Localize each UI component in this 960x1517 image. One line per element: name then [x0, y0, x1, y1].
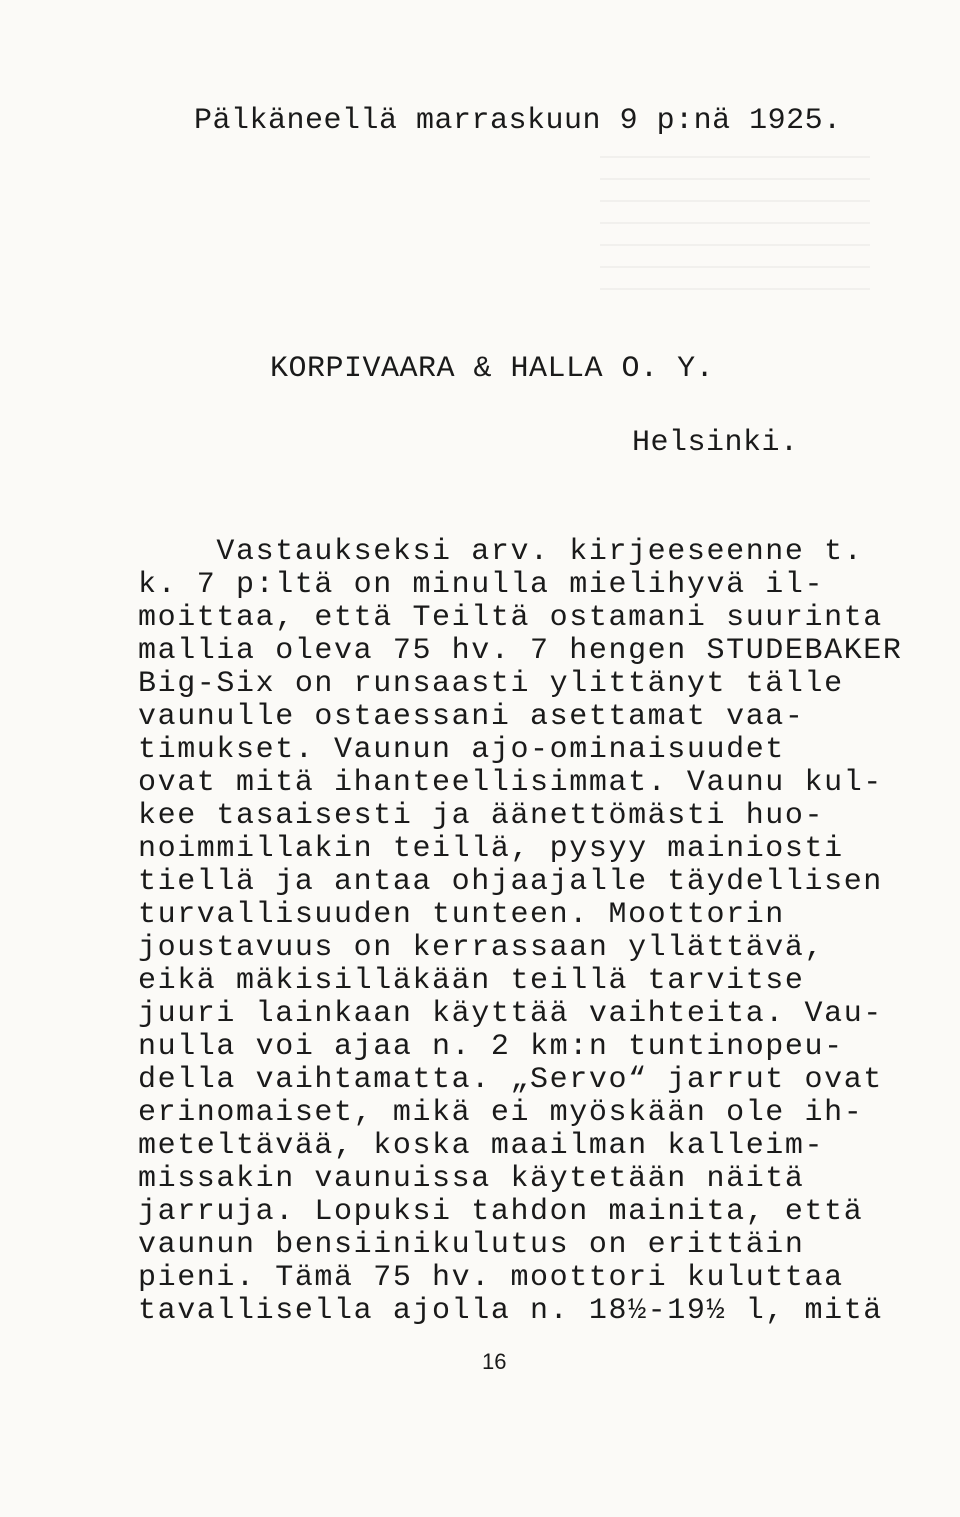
show-through-text: [600, 150, 870, 290]
body-line: tavallisella ajolla n. 18½-19½ l, mitä: [138, 1294, 883, 1328]
recipient-city: Helsinki.: [632, 426, 799, 460]
body-line: missakin vaunuissa käytetään näitä: [138, 1162, 805, 1196]
body-line: moittaa, että Teiltä ostamani suurinta: [138, 601, 883, 635]
body-line: timukset. Vaunun ajo-ominaisuudet: [138, 733, 785, 767]
body-line: joustavuus on kerrassaan yllättävä,: [138, 931, 825, 965]
recipient-company: KORPIVAARA & HALLA O. Y.: [270, 352, 715, 386]
page-number: 16: [482, 1349, 507, 1374]
body-line: tiellä ja antaa ohjaajalle täydellisen: [138, 865, 883, 899]
body-line: nulla voi ajaa n. 2 km:n tuntinopeu-: [138, 1030, 844, 1064]
body-line: juuri lainkaan käyttää vaihteita. Vau-: [138, 997, 883, 1031]
body-line: vaunun bensiinikulutus on erittäin: [138, 1228, 805, 1262]
body-line: noimmillakin teillä, pysyy mainiosti: [138, 832, 844, 866]
body-line: Big-Six on runsaasti ylittänyt tälle: [138, 667, 844, 701]
body-line: k. 7 p:ltä on minulla mielihyvä il-: [138, 568, 825, 602]
body-line: kee tasaisesti ja äänettömästi huo-: [138, 799, 825, 833]
body-line: vaunulle ostaessani asettamat vaa-: [138, 700, 805, 734]
body-line: meteltävää, koska maailman kalleim-: [138, 1129, 825, 1163]
body-line: turvallisuuden tunteen. Moottorin: [138, 898, 785, 932]
body-line: jarruja. Lopuksi tahdon mainita, että: [138, 1195, 864, 1229]
body-line: pieni. Tämä 75 hv. moottori kuluttaa: [138, 1261, 844, 1295]
body-line: della vaihtamatta. „Servo“ jarrut ovat: [138, 1063, 883, 1097]
body-line: Vastaukseksi arv. kirjeeseenne t.: [138, 535, 864, 569]
body-line: mallia oleva 75 hv. 7 hengen STUDEBAKER: [138, 634, 903, 668]
letter-body: [138, 535, 903, 1328]
letter-date: Pälkäneellä marraskuun 9 p:nä 1925.: [194, 104, 842, 138]
body-line: ovat mitä ihanteellisimmat. Vaunu kul-: [138, 766, 883, 800]
body-line: eikä mäkisilläkään teillä tarvitse: [138, 964, 805, 998]
body-line: erinomaiset, mikä ei myöskään ole ih-: [138, 1096, 864, 1130]
